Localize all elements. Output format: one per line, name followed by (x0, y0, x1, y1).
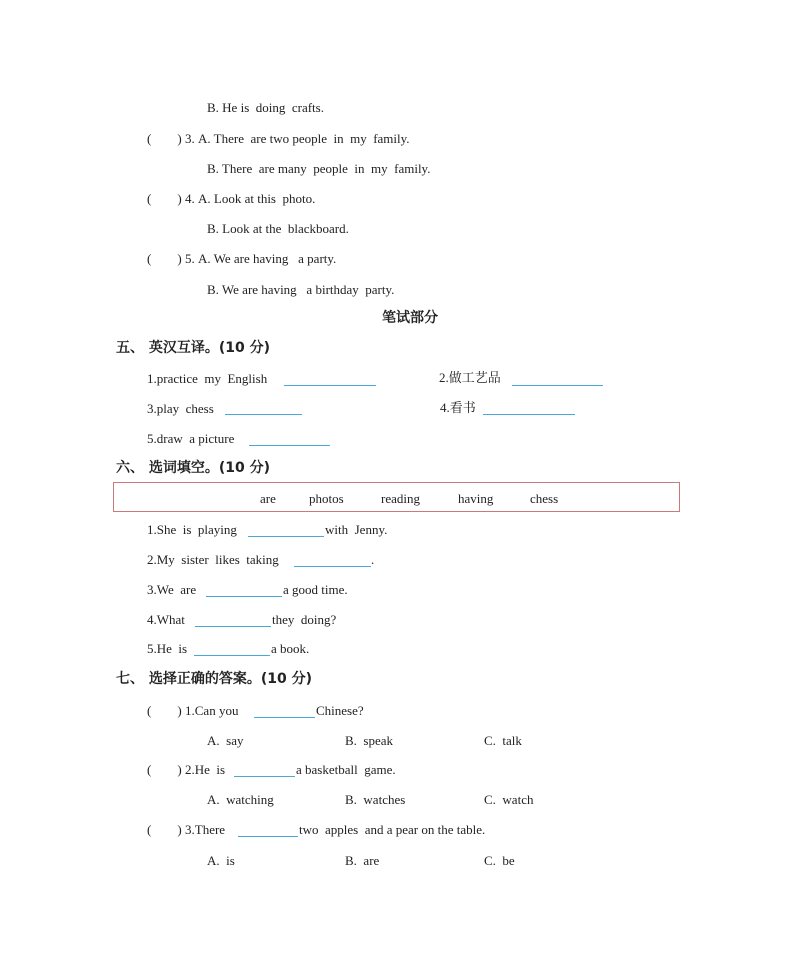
s7-q3-option-b: B. are (345, 853, 380, 868)
q5-answer-paren[interactable]: ( ) (147, 251, 182, 266)
s5-item5-blank[interactable] (249, 445, 330, 446)
s7-q1-option-a: A. say (207, 733, 244, 748)
s7-q2-option-a: A. watching (207, 792, 274, 807)
word-bank-item: are (260, 491, 276, 506)
s7-q1-option-c: C. talk (484, 733, 522, 748)
s6-item4-post: they doing? (272, 612, 337, 627)
s7-q2-post: a basketball game. (296, 762, 396, 777)
s6-item4-pre: 4.What (147, 612, 185, 627)
q4-option-a: A. Look at this photo. (198, 191, 316, 206)
section5-title: 五、 英汉互译。(10 分) (116, 340, 271, 356)
q3-option-b: B. There are many people in my family. (207, 161, 431, 176)
s5-item2: 2.做工艺品 (439, 370, 501, 385)
s7-q3-post: two apples and a pear on the table. (299, 822, 486, 837)
s5-item3-blank[interactable] (225, 414, 302, 415)
s5-item1: 1.practice my English (147, 371, 268, 386)
q5-number: 5. (185, 251, 195, 266)
s6-item1-blank[interactable] (248, 536, 324, 537)
s7-q1-pre: 1.Can you (185, 703, 239, 718)
q3-number: 3. (185, 131, 195, 146)
s7-q1-blank[interactable] (254, 717, 315, 718)
s6-item2-pre: 2.My sister likes taking (147, 552, 279, 567)
s6-item1-post: with Jenny. (325, 522, 388, 537)
s5-item2-blank[interactable] (512, 385, 603, 386)
q4-number: 4. (185, 191, 195, 206)
word-bank-item: reading (381, 491, 420, 506)
s7-q3-blank[interactable] (238, 836, 298, 837)
s7-q1-option-b: B. speak (345, 733, 394, 748)
q3-answer-paren[interactable]: ( ) (147, 131, 182, 146)
s7-q2-blank[interactable] (234, 776, 295, 777)
s7-q2-pre: 2.He is (185, 762, 226, 777)
s7-q2-option-c: C. watch (484, 792, 534, 807)
s7-q3-pre: 3.There (185, 822, 226, 837)
s6-item3-post: a good time. (283, 582, 348, 597)
section7-title: 七、 选择正确的答案。(10 分) (116, 671, 313, 687)
s6-item5-pre: 5.He is (147, 641, 188, 656)
word-bank-item: photos (309, 491, 344, 506)
s7-q2-option-b: B. watches (345, 792, 406, 807)
s6-item4-blank[interactable] (195, 626, 271, 627)
s7-q1-post: Chinese? (316, 703, 364, 718)
q2-option-b: B. He is doing crafts. (207, 100, 324, 115)
s7-q2-answer-paren[interactable]: ( ) (147, 762, 182, 777)
s6-item3-blank[interactable] (206, 596, 282, 597)
s6-item3-pre: 3.We are (147, 582, 197, 597)
word-bank-item: having (458, 491, 494, 506)
s6-item1-pre: 1.She is playing (147, 522, 237, 537)
s7-q3-option-a: A. is (207, 853, 235, 868)
s6-item5-post: a book. (271, 641, 310, 656)
s6-item2-blank[interactable] (294, 566, 371, 567)
q4-answer-paren[interactable]: ( ) (147, 191, 182, 206)
q4-option-b: B. Look at the blackboard. (207, 221, 349, 236)
s6-item2-post: . (371, 552, 375, 567)
s5-item5: 5.draw a picture (147, 431, 235, 446)
s5-item3: 3.play chess (147, 401, 214, 416)
s5-item1-blank[interactable] (284, 385, 376, 386)
s7-q1-answer-paren[interactable]: ( ) (147, 703, 182, 718)
s7-q3-answer-paren[interactable]: ( ) (147, 822, 182, 837)
section6-title: 六、 选词填空。(10 分) (116, 460, 271, 476)
s7-q3-option-c: C. be (484, 853, 515, 868)
written-part-title: 笔试部分 (382, 310, 438, 326)
word-bank-item: chess (530, 491, 559, 506)
s5-item4: 4.看书 (440, 400, 476, 415)
s6-item5-blank[interactable] (194, 655, 270, 656)
s5-item4-blank[interactable] (483, 414, 575, 415)
q5-option-a: A. We are having a party. (198, 251, 337, 266)
q5-option-b: B. We are having a birthday party. (207, 282, 395, 297)
q3-option-a: A. There are two people in my family. (198, 131, 410, 146)
